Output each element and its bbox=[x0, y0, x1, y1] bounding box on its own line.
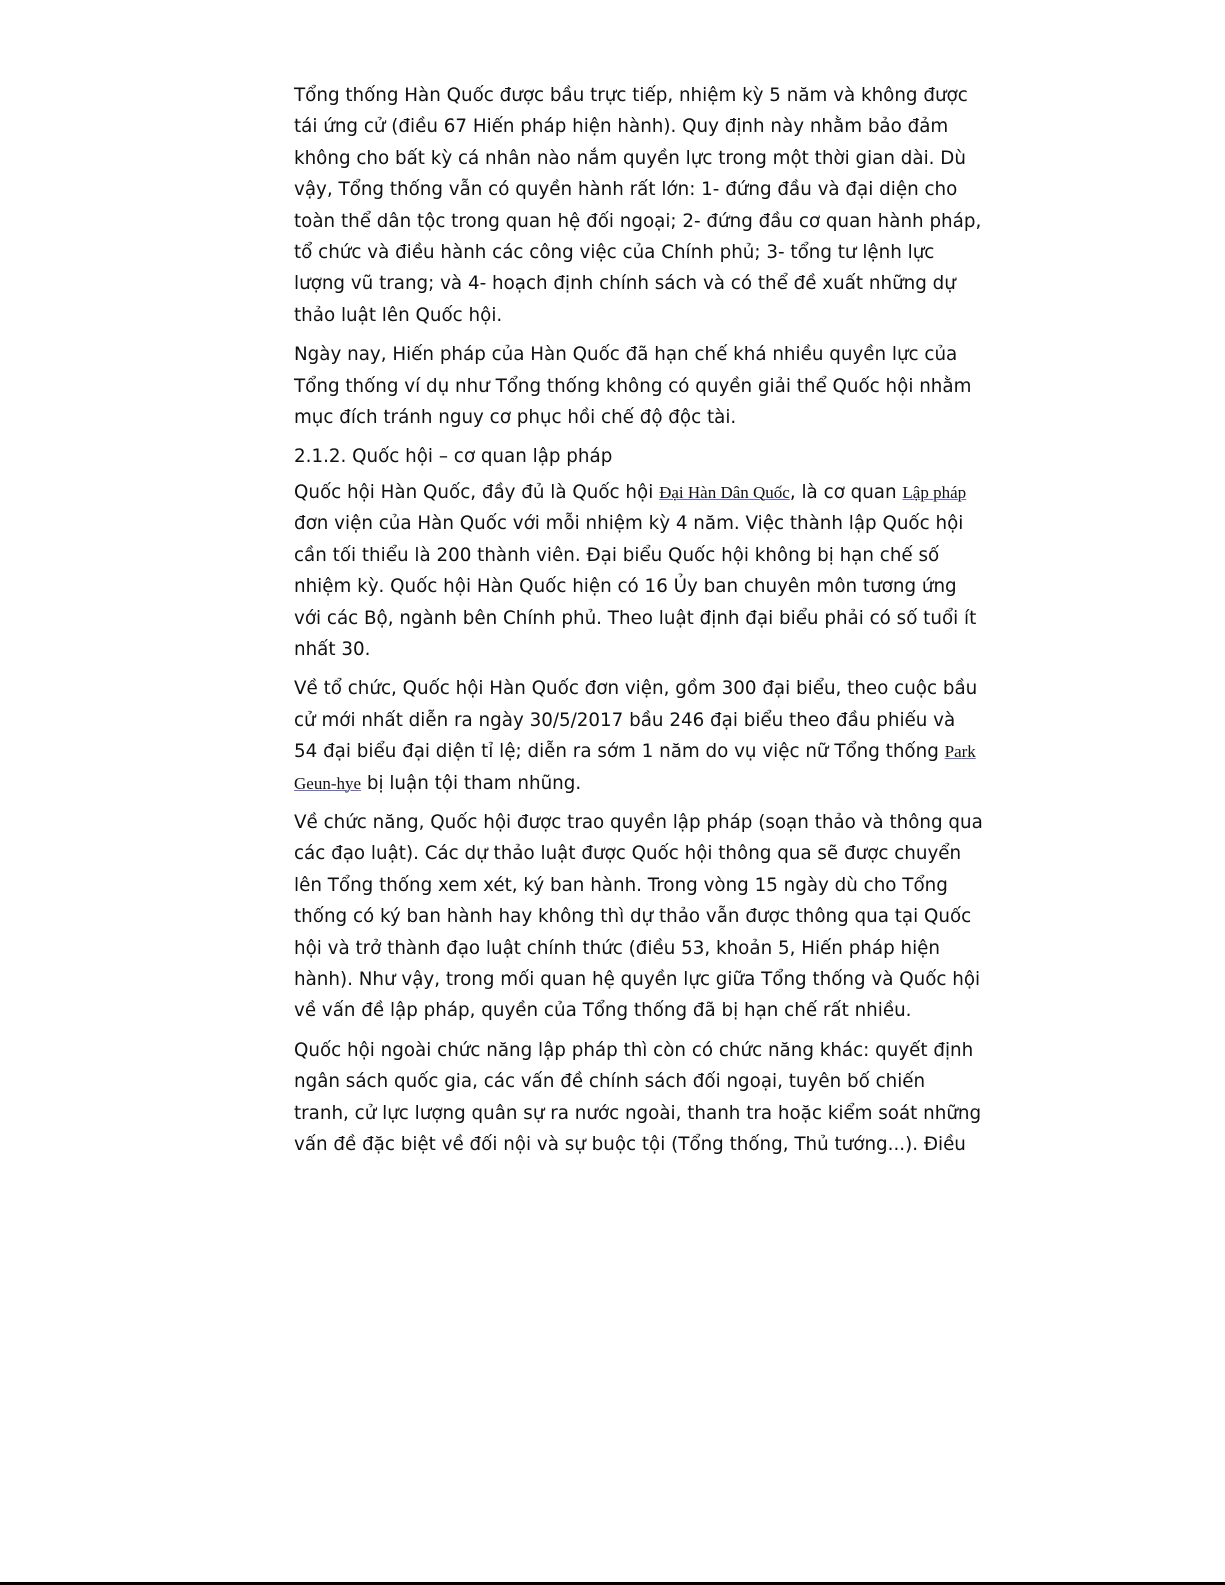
p4-text-1: Về tổ chức, Quốc hội Hàn Quốc đơn viện, gồm 300 đại biểu, theo cuộc bầu cử mới nhất diễn ra ngày 30/5/2017 bầu 246 đại biểu theo đầu phiếu và 54 đại biểu đại diện tỉ lệ; diễn ra sớm 1 năm do vụ việc nữ Tổng thống bbox=[294, 678, 978, 763]
paragraph-functions: Về chức năng, Quốc hội được trao quyền lập pháp (soạn thảo và thông qua các đạo luật). Các dự thảo luật được Quốc hội thông qua sẽ được chuyển lên Tổng thống xem xét, ký ban hành. Trong vòng 15 ngày dù cho Tổng thống có ký ban hành hay không thì dự thảo vẫn được thông qua tại Quốc hội và trở thành đạo luật chính thức (điều 53, khoản 5, Hiến pháp hiện hành). Như vậy, trong mối quan hệ quyền lực giữa Tổng thống và Quốc hội về vấn đề lập pháp, quyền của Tổng thống đã bị hạn chế rất nhiều. bbox=[294, 811, 983, 1022]
p3-text-2: , là cơ quan bbox=[789, 481, 903, 503]
section-heading: 2.1.2. Quốc hội – cơ quan lập pháp bbox=[294, 446, 613, 468]
p4-text-2: bị luận tội tham nhũng. bbox=[361, 772, 582, 794]
paragraph-constitution-limits: Ngày nay, Hiến pháp của Hàn Quốc đã hạn chế khá nhiều quyền lực của Tổng thống ví dụ như Tổng thống không có quyền giải thể Quốc hội nhằm mục đích tránh nguy cơ phục hồi chế độ độc tài. bbox=[294, 344, 972, 429]
p3-text-3: đơn viện của Hàn Quốc với mỗi nhiệm kỳ 4 năm. Việc thành lập Quốc hội cần tối thiểu là 200 thành viên. Đại biểu Quốc hội không bị hạn chế số nhiệm kỳ. Quốc hội Hàn Quốc hiện có 16 Ủy ban chuyên môn tương ứng với các Bộ, ngành bên Chính phủ. Theo luật định đại biểu phải có số tuổi ít nhất 30. bbox=[294, 513, 977, 660]
p3-text-1: Quốc hội Hàn Quốc, đầy đủ là Quốc hội bbox=[294, 481, 660, 503]
paragraph-other-functions: Quốc hội ngoài chức năng lập pháp thì còn có chức năng khác: quyết định ngân sách quốc gia, các vấn đề chính sách đối ngoại, tuyên bố chiến tranh, cử lực lượng quân sự ra nước ngoài, thanh tra hoặc kiểm soát những vấn đề đặc biệt về đối nội và sự buộc tội (Tổng thống, Thủ tướng...). Điều bbox=[294, 1039, 982, 1155]
paragraph-president-term: Tổng thống Hàn Quốc được bầu trực tiếp, nhiệm kỳ 5 năm và không được tái ứng cử (điều 67 Hiến pháp hiện hành). Quy định này nhằm bảo đảm không cho bất kỳ cá nhân nào nắm quyền lực trong một thời gian dài. Dù vậy, Tổng thống vẫn có quyền hành rất lớn: 1- đứng đầu và đại diện cho toàn thể dân tộc trong quan hệ đối ngoại; 2- đứng đầu cơ quan hành pháp, tổ chức và điều hành các công việc của Chính phủ; 3- tổng tư lệnh lực lượng vũ trang; và 4- hoạch định chính sách và có thể đề xuất những dự thảo luật lên Quốc hội. bbox=[294, 85, 982, 326]
paragraph-national-assembly bbox=[294, 477, 984, 665]
paragraph-organization bbox=[294, 673, 984, 799]
link-park-geun-hye[interactable]: Park Geun-hye bbox=[294, 742, 976, 793]
document-page bbox=[294, 80, 984, 1168]
link-dai-han-dan-quoc[interactable]: Đại Hàn Dân Quốc bbox=[659, 482, 790, 502]
link-lap-phap[interactable]: Lập pháp bbox=[902, 482, 967, 502]
